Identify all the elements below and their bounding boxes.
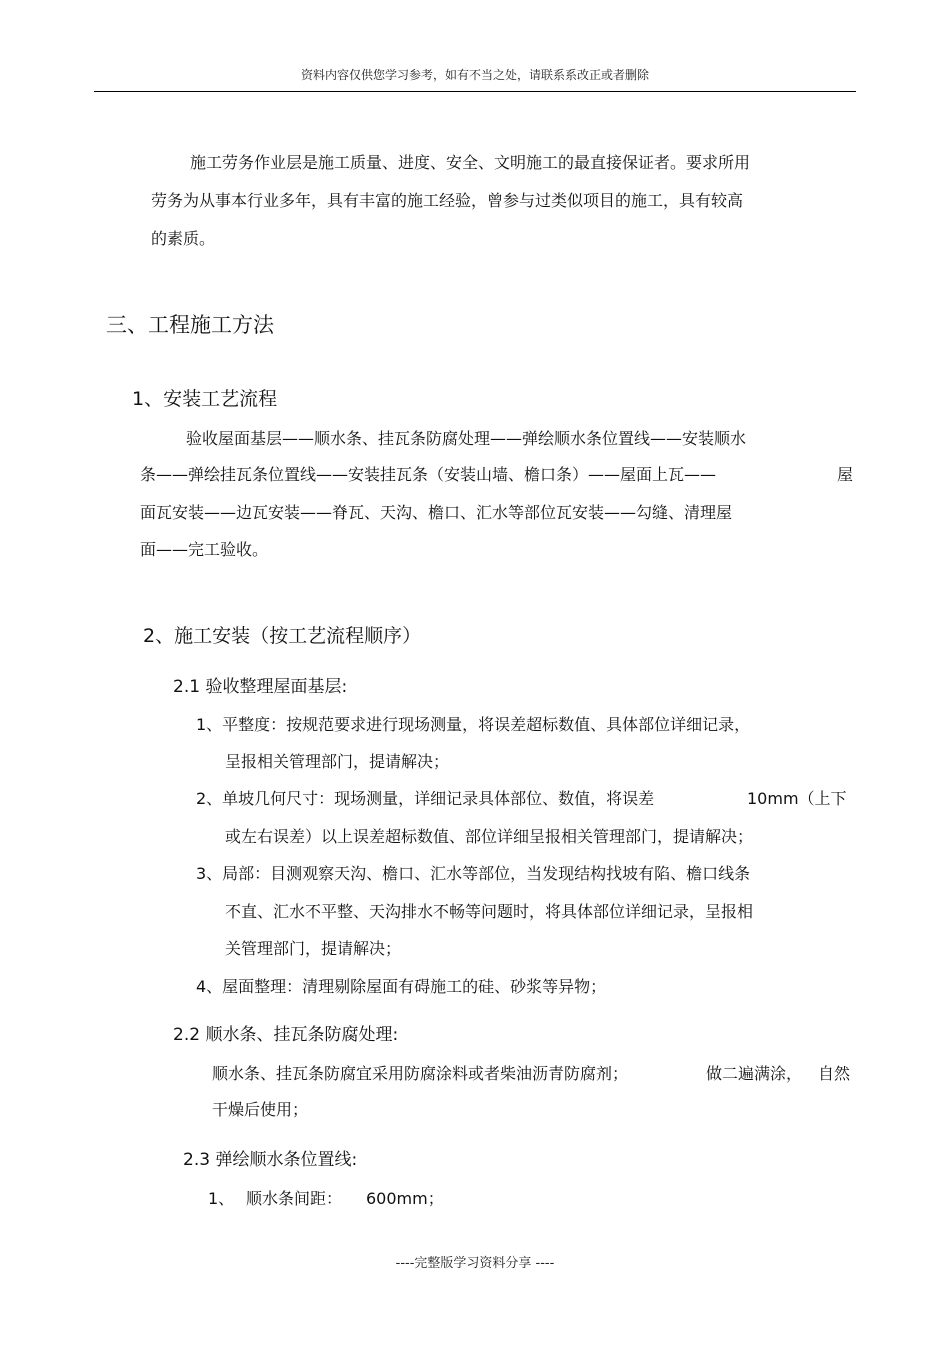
process-line-2: 条——弹绘挂瓦条位置线——安装挂瓦条（安装山墙、檐口条）——屋面上瓦—— [140,465,717,484]
subsection-2-3-heading: 2.3 弹绘顺水条位置线: [183,1150,358,1170]
item-2-3-1-value: 600mm； [366,1189,444,1208]
process-line-2-end: 屋 [837,465,854,484]
item-2-1-2-line-a: 2、单坡几何尺寸：现场测量，详细记录具体部位、数值，将误差 [196,789,655,808]
item-2-1-2-line-a-value: 10mm（上下 [747,789,847,808]
item-2-2-line-a: 顺水条、挂瓦条防腐宜采用防腐涂料或者柴油沥青防腐剂； [212,1064,629,1083]
page-footer: ----完整版学习资料分享 ---- [395,1256,555,1271]
process-line-3: 面瓦安装——边瓦安装——脊瓦、天沟、檐口、汇水等部位瓦安装——勾缝、清理屋 [140,503,733,522]
subsection-1-heading: 1、安装工艺流程 [132,388,278,410]
item-2-1-4: 4、屋面整理：清理剔除屋面有碍施工的硅、砂浆等异物； [196,977,607,996]
subsection-2-heading: 2、施工安装（按工艺流程顺序） [143,625,422,647]
item-2-1-3-line-a: 3、局部：目测观察天沟、檐口、汇水等部位，当发现结构找坡有陷、檐口线条 [196,864,751,883]
process-line-4: 面——完工验收。 [140,540,269,559]
section-3-heading: 三、工程施工方法 [106,313,274,337]
subsection-2-1-heading: 2.1 验收整理屋面基层: [173,677,348,697]
item-2-3-1-label: 顺水条间距： [246,1189,343,1208]
item-2-1-2-line-b: 或左右误差）以上误差超标数值、部位详细呈报相关管理部门，提请解决； [225,827,754,846]
intro-line-1: 施工劳务作业层是施工质量、进度、安全、文明施工的最直接保证者。要求所用 [190,153,751,172]
item-2-1-3-line-c: 关管理部门，提请解决； [225,939,402,958]
item-2-1-1-line-a: 1、平整度：按规范要求进行现场测量，将误差超标数值、具体部位详细记录， [196,715,751,734]
subsection-2-2-heading: 2.2 顺水条、挂瓦条防腐处理: [173,1025,399,1045]
intro-line-3: 的素质。 [151,229,216,248]
item-2-2-line-a-mid: 做二遍满涂， [706,1064,803,1083]
item-2-1-1-line-b: 呈报相关管理部门，提请解决； [225,752,450,771]
intro-line-2: 劳务为从事本行业多年，具有丰富的施工经验，曾参与过类似项目的施工，具有较高 [151,191,744,210]
item-2-2-line-b: 干燥后使用； [212,1100,309,1119]
process-line-1: 验收屋面基层——顺水条、挂瓦条防腐处理——弹绘顺水条位置线——安装顺水 [186,429,747,448]
page-header-disclaimer: 资料内容仅供您学习参考，如有不当之处，请联系系改正或者删除 [300,68,649,82]
item-2-1-3-line-b: 不直、汇水不平整、天沟排水不畅等问题时，将具体部位详细记录，呈报相 [225,902,754,921]
item-2-3-1-number: 1、 [208,1189,235,1208]
header-divider [94,91,856,92]
item-2-2-line-a-end: 自然 [818,1064,851,1083]
